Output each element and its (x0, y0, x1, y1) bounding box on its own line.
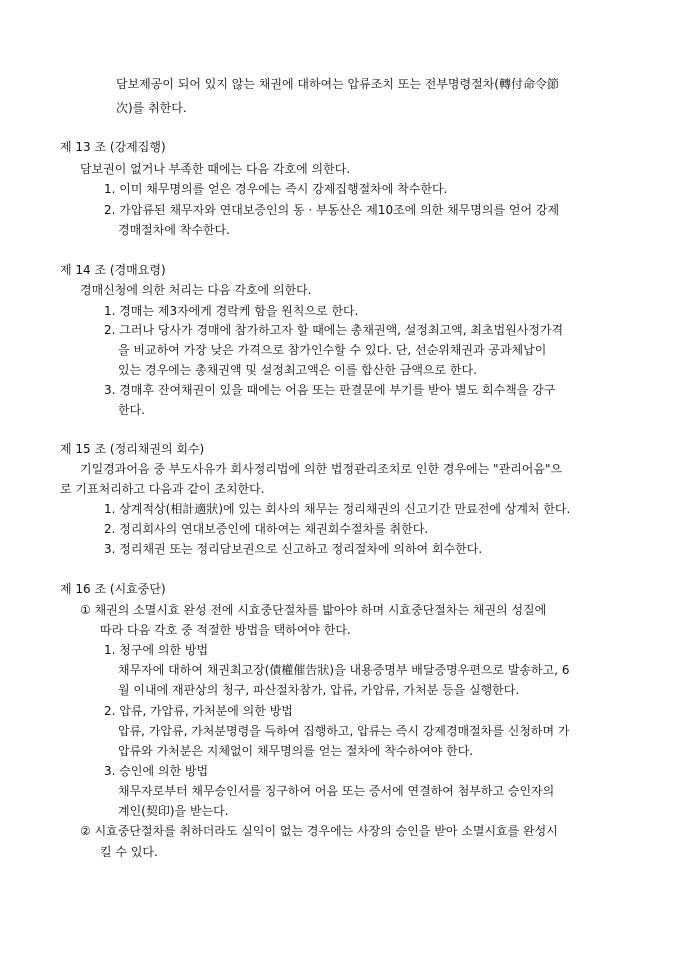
article-14-item-2-line-1: 2. 그러나 당사가 경매에 참가하고자 할 때에는 총채권액, 설정최고액, 최초법원사정가격 (104, 323, 564, 337)
article-15-heading: 제 15 조 (정리채권의 회수) (60, 442, 205, 456)
article-13-item-2-line-2: 경매절차에 착수한다. (118, 223, 230, 237)
article-16-item-2-line-2: 압류와 가처분은 지체없이 채무명의를 얻는 절차에 착수하여야 한다. (118, 744, 474, 758)
article-14-item-3-line-2: 한다. (118, 403, 145, 417)
article-16-paragraph-1-line-1: ① 채권의 소멸시효 완성 전에 시효중단절차를 밟아야 하며 시효중단절차는 채권의 성질에 (80, 603, 547, 617)
article-16-item-2-title: 2. 압류, 가압류, 가처분에 의한 방법 (104, 704, 293, 718)
article-15-lead-line-1: 기일경과어음 중 부도사유가 회사정리법에 의한 법정관리조치로 인한 경우에는 "관리어음"으 (80, 462, 563, 476)
article-16-item-3-title: 3. 승인에 의한 방법 (104, 764, 209, 778)
article-14-item-3-line-1: 3. 경매후 잔여채권이 있을 때에는 어음 또는 판결문에 부기를 받아 별도 회수책을 강구 (104, 383, 556, 397)
intro-line-2: 次)를 취한다. (116, 101, 187, 115)
article-14-item-2-line-2: 을 비교하여 가장 낮은 가격으로 참가인수할 수 있다. 단, 선순위채권과 공과체납이 (118, 343, 547, 357)
article-16-paragraph-1-line-2: 따라 다음 각호 중 적절한 방법을 택하여야 한다. (100, 623, 351, 637)
article-16-item-1-line-1: 채무자에 대하여 채권최고장(債權催告狀)을 내용증명부 배달증명우편으로 발송하고, 6 (118, 663, 570, 677)
article-16-heading: 제 16 조 (시효중단) (60, 582, 166, 596)
article-15-item-1: 1. 상계적상(相計適狀)에 있는 회사의 채무는 정리채권의 신고기간 만료전에 상계처 한다. (104, 502, 571, 516)
article-15-lead-line-2: 로 기표처리하고 다음과 같이 조치한다. (60, 482, 265, 496)
article-16-paragraph-2-line-1: ② 시효중단절차를 취하더라도 실익이 없는 경우에는 사장의 승인을 받아 소멸시효를 완성시 (80, 824, 558, 838)
article-15-item-3: 3. 정리채권 또는 정리담보권으로 신고하고 정리절차에 의하여 회수한다. (104, 542, 483, 556)
article-16-item-3-line-1: 채무자로부터 채무승인서를 징구하여 어음 또는 증서에 연결하여 첨부하고 승인자의 (118, 784, 555, 798)
article-14-heading: 제 14 조 (경매요령) (60, 263, 166, 277)
article-14-lead: 경매신청에 의한 처리는 다음 각호에 의한다. (80, 283, 312, 297)
article-15-item-2: 2. 정리회사의 연대보증인에 대하여는 채권회수절차를 취한다. (104, 522, 429, 536)
article-16-item-1-line-2: 월 이내에 재판상의 청구, 파산절차참가, 압류, 가압류, 가처분 등을 실행한다. (118, 683, 520, 697)
intro-line-1: 담보제공이 되어 있지 않는 채권에 대하여는 압류조치 또는 전부명령절차(轉付命令節 (116, 77, 559, 91)
article-14-item-2-line-3: 있는 경우에는 총채권액 및 설정최고액은 이를 합산한 금액으로 한다. (118, 363, 477, 377)
article-16-item-2-line-1: 압류, 가압류, 가처분명령을 득하여 집행하고, 압류는 즉시 강제경매절차를 신청하며 가 (118, 724, 570, 738)
article-13-heading: 제 13 조 (강제집행) (60, 140, 166, 154)
article-16-item-3-line-2: 계인(契印)을 받는다. (118, 804, 229, 818)
article-13-item-2-line-1: 2. 가압류된 채무자와 연대보증인의 동 · 부동산은 제10조에 의한 채무명의를 얻어 강제 (104, 203, 560, 217)
article-13-item-1: 1. 이미 채무명의를 얻은 경우에는 즉시 강제집행절차에 착수한다. (104, 182, 448, 196)
article-16-item-1-title: 1. 청구에 의한 방법 (104, 643, 209, 657)
article-13-lead: 담보권이 없거나 부족한 때에는 다음 각호에 의한다. (80, 162, 351, 176)
article-16-paragraph-2-line-2: 킬 수 있다. (100, 845, 158, 859)
article-14-item-1: 1. 경매는 제3자에게 경락케 함을 원칙으로 한다. (104, 304, 359, 318)
